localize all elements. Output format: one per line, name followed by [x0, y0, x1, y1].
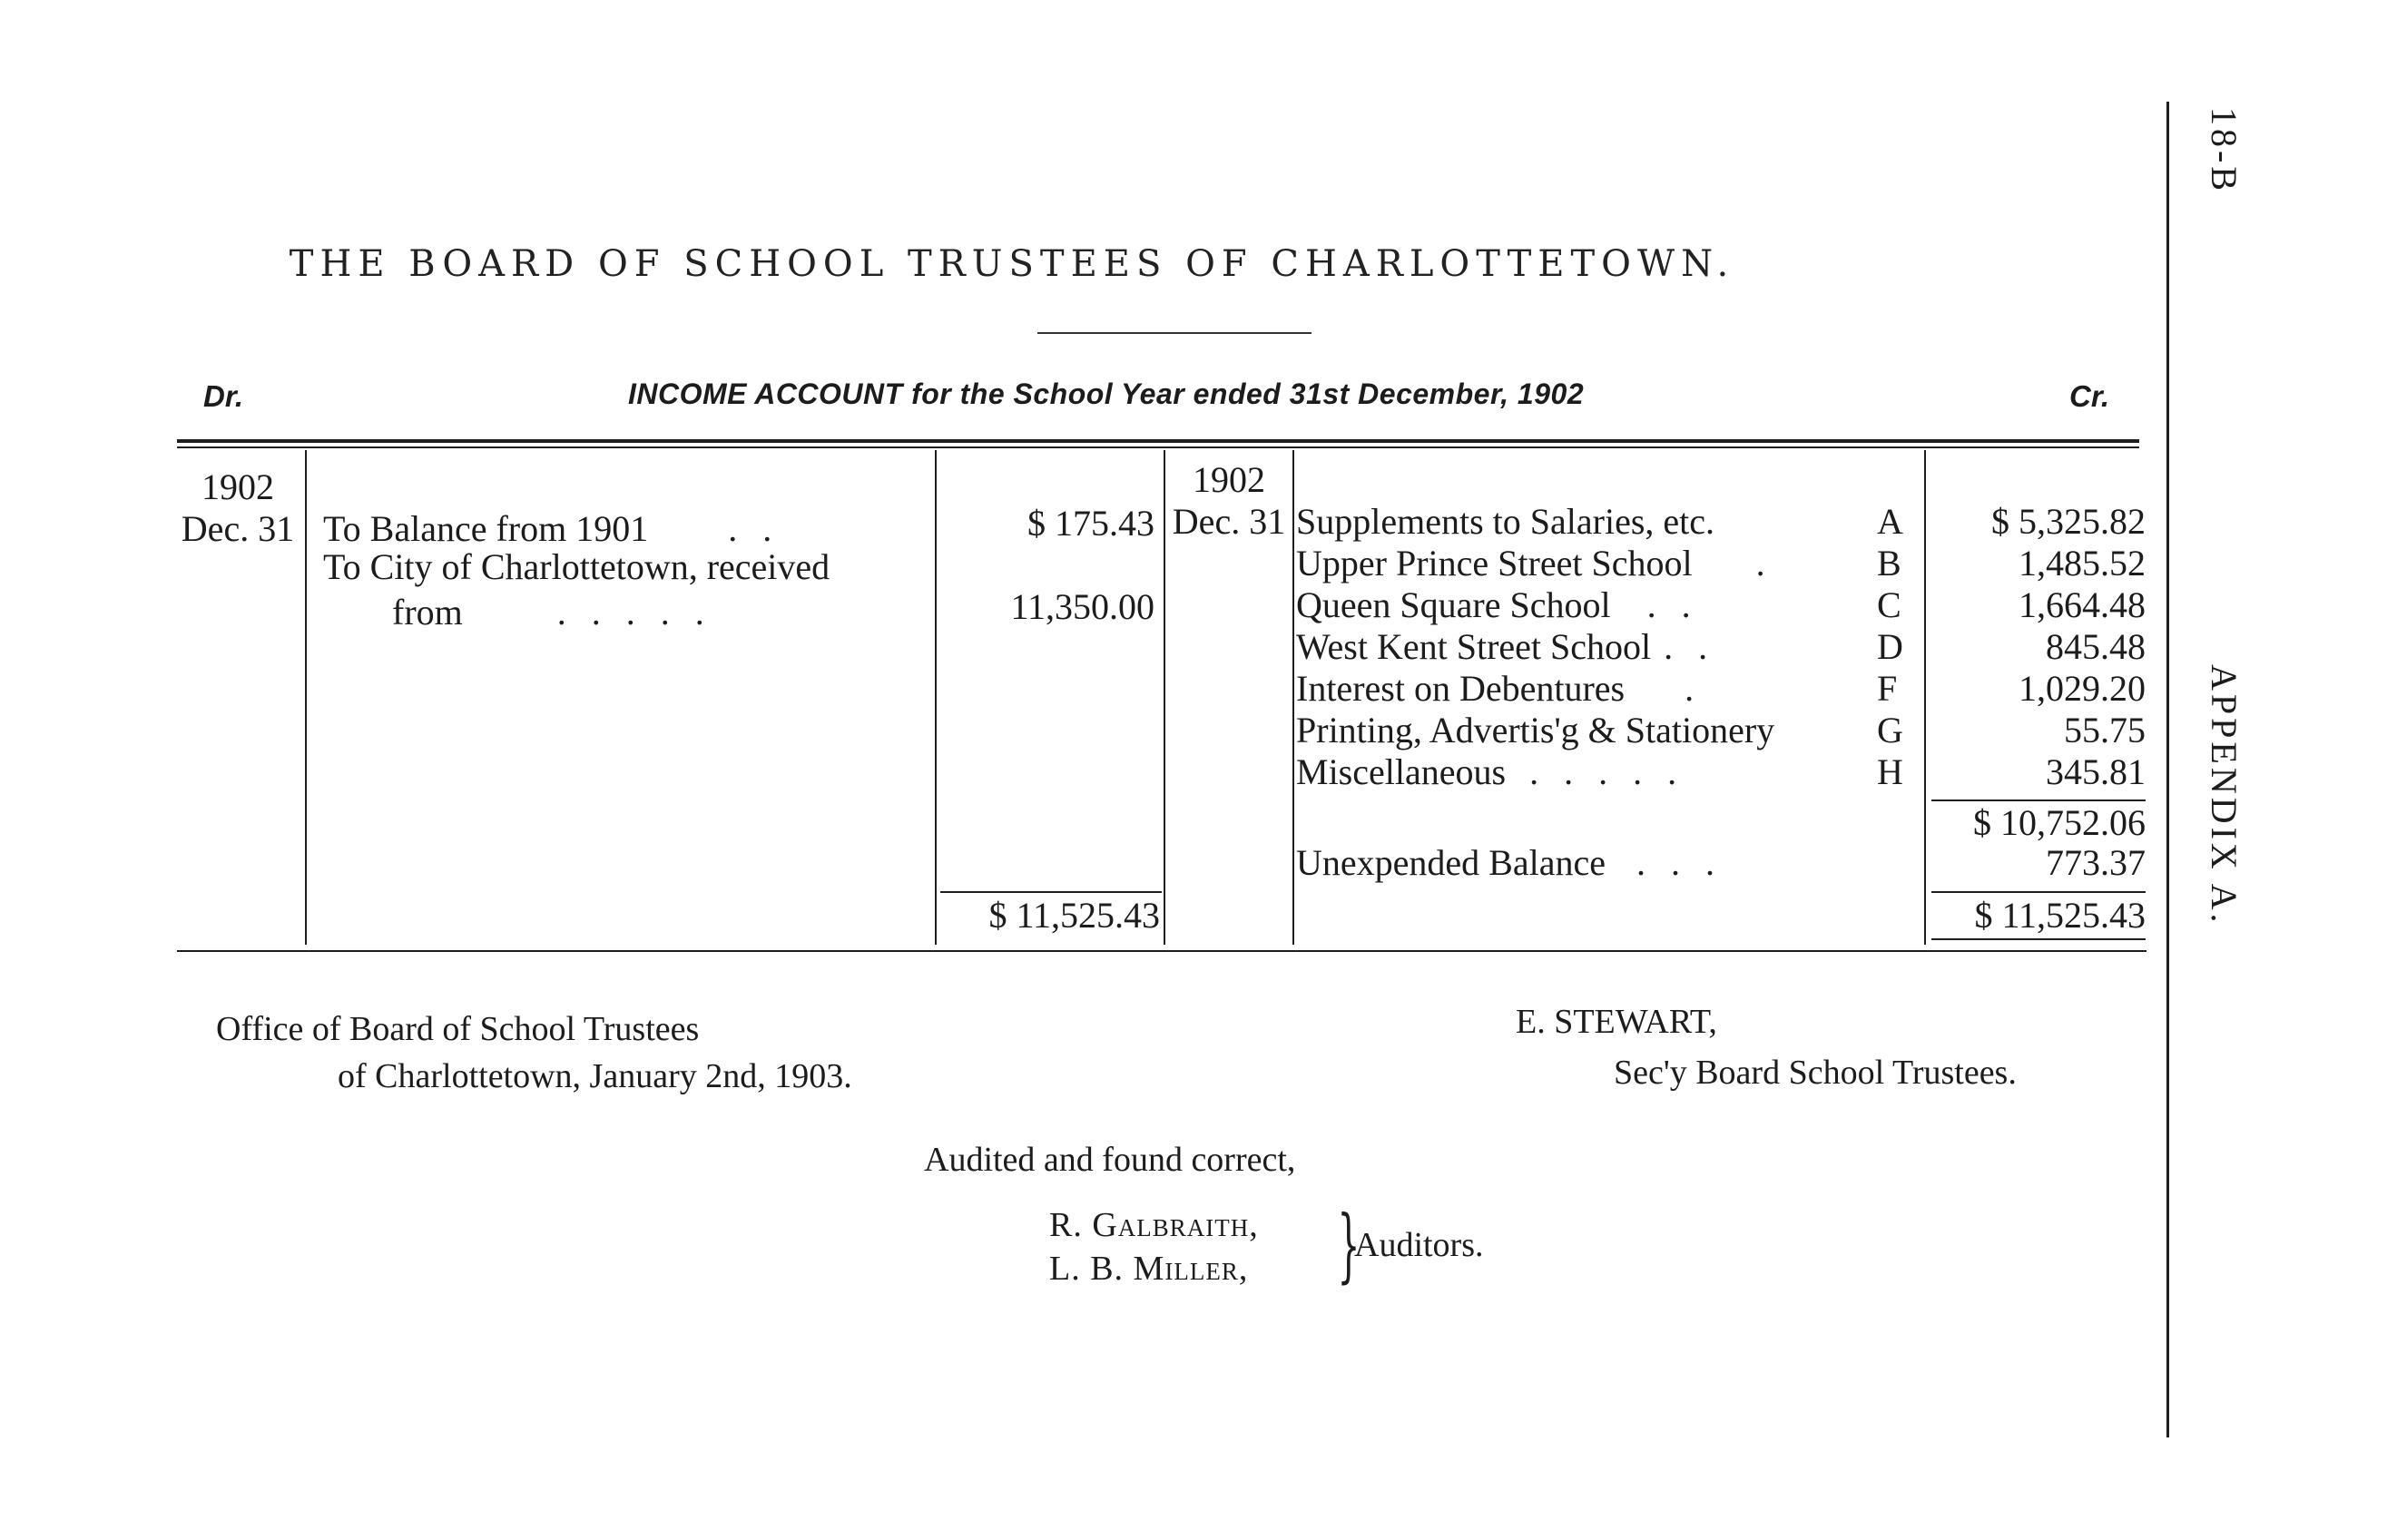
credit-entry-amount: 845.48: [2046, 626, 2146, 667]
credit-entry-amount: 55.75: [2064, 710, 2146, 750]
credit-entry-amount: $ 5,325.82: [1991, 501, 2146, 542]
credit-total-double-rule: [1931, 938, 2146, 940]
auditor-name: R. Galbraith,: [1049, 1206, 1259, 1244]
appendix-label: APPENDIX A.: [2204, 664, 2245, 927]
table-bottom-rule: [177, 950, 2146, 952]
margin-rule: [2166, 102, 2169, 1437]
table-top-rule-thin: [177, 446, 2139, 448]
col-rule: [1292, 450, 1294, 945]
credit-total-rule: [1931, 891, 2146, 893]
credit-entry-amount: 1,029.20: [2019, 668, 2146, 709]
credit-entry-amount: 345.81: [2046, 751, 2146, 792]
office-line-2: of Charlottetown, January 2nd, 1903.: [338, 1057, 852, 1095]
credit-entry-description: Interest on Debentures .: [1296, 668, 1695, 709]
credit-year: 1902: [1193, 459, 1265, 500]
credit-label: Cr.: [2069, 379, 2110, 413]
credit-entry-description: Upper Prince Street School .: [1296, 543, 1765, 584]
credit-entry-ref: D: [1877, 626, 1903, 667]
unexpended-balance-label: Unexpended Balance ...: [1296, 842, 1740, 883]
page-number: 18-B: [2204, 107, 2245, 194]
debit-year: 1902: [201, 466, 274, 507]
credit-entry-ref: C: [1877, 584, 1901, 625]
debit-label: Dr.: [203, 379, 244, 413]
office-line-1: Office of Board of School Trustees: [216, 1010, 700, 1048]
debit-entry-amount: 11,350.00: [1010, 586, 1154, 627]
auditor-name: L. B. Miller,: [1049, 1250, 1249, 1288]
unexpended-balance-amount: 773.37: [2046, 842, 2146, 883]
credit-entry-ref: A: [1877, 501, 1903, 542]
credit-date: Dec. 31: [1172, 501, 1286, 542]
credit-entry-ref: B: [1877, 543, 1901, 584]
credit-entry-description: Queen Square School ..: [1296, 584, 1716, 625]
credit-subtotal-rule: [1931, 799, 2146, 801]
debit-entry-amount: $ 175.43: [1027, 503, 1154, 544]
credit-subtotal: $ 10,752.06: [1973, 802, 2146, 843]
credit-entry-amount: 1,485.52: [2019, 543, 2146, 584]
signer-title: Sec'y Board School Trustees.: [1614, 1054, 2017, 1092]
audit-statement: Audited and found correct,: [924, 1141, 1296, 1179]
debit-entry-description: To City of Charlottetown, received: [323, 546, 830, 587]
col-rule: [935, 450, 937, 945]
signer-name: E. STEWART,: [1516, 1003, 1717, 1041]
table-top-rule: [177, 439, 2139, 443]
debit-entry-description-cont: from .....: [392, 592, 730, 633]
credit-entry-ref: F: [1877, 668, 1898, 709]
debit-total-rule: [940, 891, 1162, 893]
credit-entry-description: West Kent Street School ..: [1296, 626, 1734, 667]
credit-entry-ref: H: [1877, 751, 1903, 792]
auditors-label: Auditors.: [1354, 1226, 1484, 1264]
account-title: INCOME ACCOUNT for the School Year ended 31st December, 1902: [628, 378, 1585, 410]
debit-total: $ 11,525.43: [988, 895, 1160, 936]
debit-date: Dec. 31: [181, 508, 295, 549]
col-rule: [305, 450, 307, 945]
col-rule: [1924, 450, 1926, 945]
credit-entry-amount: 1,664.48: [2019, 584, 2146, 625]
debit-entry-description: To Balance from 1901 ..: [323, 508, 798, 549]
title-underline: [1037, 332, 1311, 334]
credit-total: $ 11,525.43: [1974, 895, 2146, 936]
credit-entry-ref: G: [1877, 710, 1903, 750]
board-title: THE BOARD OF SCHOOL TRUSTEES OF CHARLOTTETOWN.: [289, 243, 1735, 285]
credit-entry-description: Miscellaneous .....: [1296, 751, 1703, 792]
credit-entry-description: Supplements to Salaries, etc.: [1296, 501, 1715, 542]
brace-icon: }: [1337, 1198, 1361, 1291]
credit-entry-description: Printing, Advertis'g & Stationery: [1296, 710, 1775, 750]
